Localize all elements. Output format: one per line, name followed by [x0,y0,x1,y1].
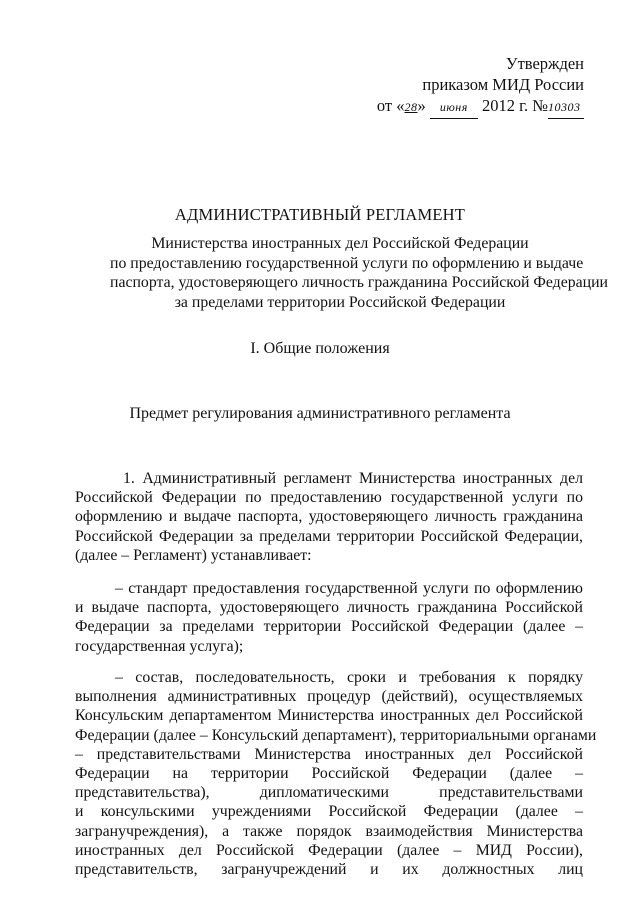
paragraph-line: 1. Административный регламент Министерства иностранных дел [123,470,583,487]
document-subtitle [110,234,608,312]
paragraph-line: и выдаче паспорта, удостоверяющего личность гражданина Российской [75,599,583,617]
subject-heading: Предмет регулирования административного регламента [129,405,511,422]
paragraph-line: (далее – Регламент) устанавливает: [75,546,312,564]
approval-stamp [377,53,584,119]
paragraph-line: – представительствами Министерства иностранных дел Российской [75,745,583,763]
handwritten-month: июня [439,100,468,114]
subtitle-line: Министерства иностранных дел Российской Федерации [151,235,529,252]
document-title: АДМИНИСТРАТИВНЫЙ РЕГЛАМЕНТ [174,205,466,224]
paragraph-3 [75,668,597,879]
paragraph-1 [75,469,583,565]
section-heading: I. Общие положения [250,340,390,357]
paragraph-line: представительства), дипломатическими представительствами [75,784,583,802]
paragraph-line: Федерации за пределами территории Российской Федерации (далее – [75,618,583,636]
paragraph-line: представительств, загранучреждений и их должностных лиц [75,861,583,879]
paragraph-line: государственная услуга); [75,637,244,655]
subtitle-line: паспорта, удостоверяющего личность гражданина Российской Федерации [110,274,608,291]
paragraph-line: выполнения административных процедур (действий), осуществляемых [75,688,583,706]
paragraph-line: – состав, последовательность, сроки и требования к порядку [115,669,583,686]
paragraph-line: загранучреждения), а также порядок взаимодействия Министерства [75,822,583,840]
paragraph-line: – стандарт предоставления государственной услуги по оформлению [115,580,583,597]
paragraph-line: и консульскими учреждениями Российской Федерации (далее – [75,803,583,821]
paragraph-line: иностранных дел Российской Федерации (далее – МИД России), [75,841,583,859]
handwritten-order-number: 10303 [548,100,581,114]
approval-line-date [377,95,584,119]
paragraph-line: Российской Федерации по предоставлению государственной услуги по [75,489,583,507]
paragraph-line: Федерации (далее – Консульский департамент), территориальными органами [75,726,597,744]
subtitle-line: за пределами территории Российской Федерации [174,293,506,311]
date-prefix: от « [376,96,405,115]
paragraph-2 [75,579,583,656]
paragraph-line: Федерации на территории Российской Федерации (далее – [75,765,583,783]
date-year: 2012 г. № [481,96,548,115]
paragraph-line: оформлению и выдаче паспорта, удостоверяющего личность гражданина [75,508,583,526]
paragraph-line: Консульским департаментом Министерства иностранных дел Российской [75,707,583,725]
paragraph-line: Российской Федерации за пределами территории Российской Федерации, [75,527,583,545]
subtitle-line: по предоставлению государственной услуги по оформлению и выдаче [110,254,584,272]
approval-line-order: приказом МИД России [422,75,584,94]
approval-line-approved: Утвержден [505,54,584,73]
handwritten-day: 28 [404,100,418,114]
date-mid: » [417,96,426,115]
